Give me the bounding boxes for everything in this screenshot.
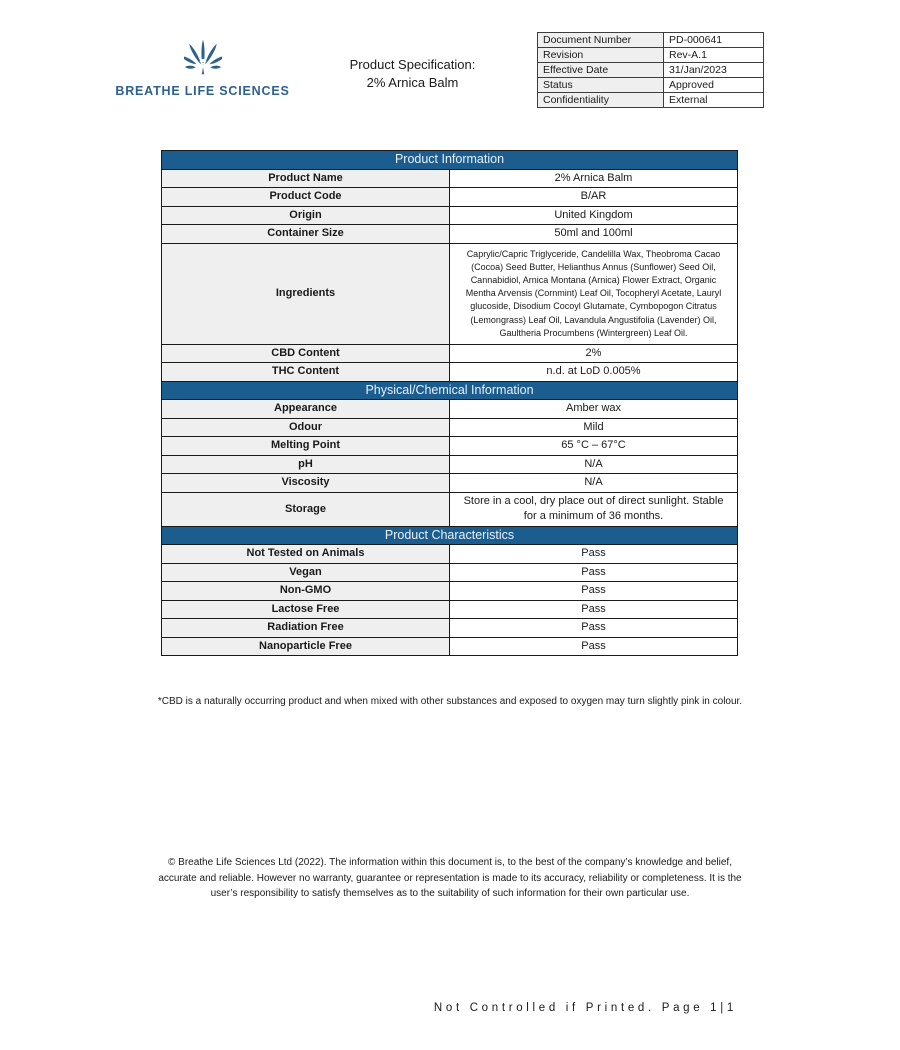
page-title-line2: 2% Arnica Balm [366,74,459,90]
spec-value: Amber wax [450,400,738,419]
spec-value: Mild [450,418,738,437]
spec-value: 65 °C – 67°C [450,437,738,456]
spec-value: United Kingdom [450,206,738,225]
doc-info-value: PD-000641 [664,33,764,48]
spec-section-header-row [162,381,738,400]
spec-value: Pass [450,619,738,638]
spec-row [162,455,738,474]
spec-row [162,474,738,493]
spec-value: Pass [450,582,738,601]
doc-info-row [538,78,764,93]
doc-info-row [538,93,764,108]
spec-table-body [162,151,738,656]
doc-info-value: Rev-A.1 [664,48,764,63]
spec-value: 50ml and 100ml [450,225,738,244]
cbd-footnote: *CBD is a naturally occurring product and when mixed with other substances and exposed to oxygen may turn slightly pink in colour. [157,696,743,707]
spec-value: Caprylic/Capric Triglyceride, Candelilla Wax, Theobroma Cacao (Cocoa) Seed Butter, Helianthus Annus (Sunflower) Seed Oil, Cannabidiol, Arnica Montana (Arnica) Flower Extract, Organic Mentha Arvensis (Cornmint) Leaf Oil, Tocopheryl Acetate, Lauryl glucoside, Disodium Cocoyl Glutamate, Cymbopogon Citratus (Lemongrass) Leaf Oil, Lavandula Angustifolia (Lavender) Oil, Gaultheria Procumbens (Wintergreen) Leaf Oil. [450,243,738,344]
spec-label: Melting Point [162,437,450,456]
spec-row [162,400,738,419]
spec-row [162,169,738,188]
spec-row [162,582,738,601]
spec-value: Pass [450,545,738,564]
spec-label: THC Content [162,363,450,382]
spec-label: Product Code [162,188,450,207]
spec-value: N/A [450,474,738,493]
spec-row [162,600,738,619]
spec-section-header-row [162,526,738,545]
spec-label: Viscosity [162,474,450,493]
page-title [320,56,505,91]
spec-row [162,563,738,582]
page-footer: Not Controlled if Printed. Page 1|1 [433,1002,737,1014]
doc-info-value: 31/Jan/2023 [664,63,764,78]
spec-label: Nanoparticle Free [162,637,450,656]
page-title-line1: Product Specification: [349,57,476,72]
spec-label: CBD Content [162,344,450,363]
spec-label: Not Tested on Animals [162,545,450,564]
spec-row [162,225,738,244]
spec-label: Storage [162,492,450,526]
spec-section-header: Product Information [162,151,738,170]
spec-label: Appearance [162,400,450,419]
doc-info-row [538,48,764,63]
doc-info-row [538,33,764,48]
spec-row [162,344,738,363]
spec-row [162,545,738,564]
spec-value: n.d. at LoD 0.005% [450,363,738,382]
spec-label: Odour [162,418,450,437]
company-logo [115,36,290,98]
doc-info-table [537,32,764,108]
spec-value: Pass [450,637,738,656]
spec-value: N/A [450,455,738,474]
doc-info-value: Approved [664,78,764,93]
doc-info-value: External [664,93,764,108]
doc-info-row [538,63,764,78]
spec-table [161,150,738,656]
spec-value: Pass [450,600,738,619]
doc-info-body [538,33,764,108]
spec-value: 2% Arnica Balm [450,169,738,188]
spec-section-header-row [162,151,738,170]
spec-row [162,363,738,382]
spec-section-header: Product Characteristics [162,526,738,545]
spec-label: pH [162,455,450,474]
spec-section-header: Physical/Chemical Information [162,381,738,400]
spec-row [162,188,738,207]
spec-label: Lactose Free [162,600,450,619]
doc-info-label: Document Number [538,33,664,48]
spec-row [162,243,738,344]
spec-row [162,206,738,225]
spec-label: Origin [162,206,450,225]
spec-row [162,619,738,638]
copyright-disclaimer: © Breathe Life Sciences Ltd (2022). The information within this document is, to the best of the company’s knowledge and belief, accurate and reliable. However no warranty, guarantee or representation is made to its accuracy, reliability or completeness. It is the user’s responsibility to satisfy themselves as to the suitability of such information for their own particular use. [158,857,742,899]
spec-label: Container Size [162,225,450,244]
doc-info-label: Status [538,78,664,93]
spec-row [162,637,738,656]
spec-row [162,492,738,526]
spec-label: Ingredients [162,243,450,344]
hemp-leaf-icon [184,36,222,78]
spec-value: 2% [450,344,738,363]
spec-label: Vegan [162,563,450,582]
spec-label: Product Name [162,169,450,188]
spec-value: B/AR [450,188,738,207]
spec-label: Non-GMO [162,582,450,601]
spec-value: Pass [450,563,738,582]
doc-info-label: Confidentiality [538,93,664,108]
doc-info-label: Revision [538,48,664,63]
spec-row [162,437,738,456]
doc-info-label: Effective Date [538,63,664,78]
spec-label: Radiation Free [162,619,450,638]
brand-name: BREATHE LIFE SCIENCES [115,84,290,98]
spec-row [162,418,738,437]
spec-value: Store in a cool, dry place out of direct sunlight. Stable for a minimum of 36 months. [450,492,738,526]
